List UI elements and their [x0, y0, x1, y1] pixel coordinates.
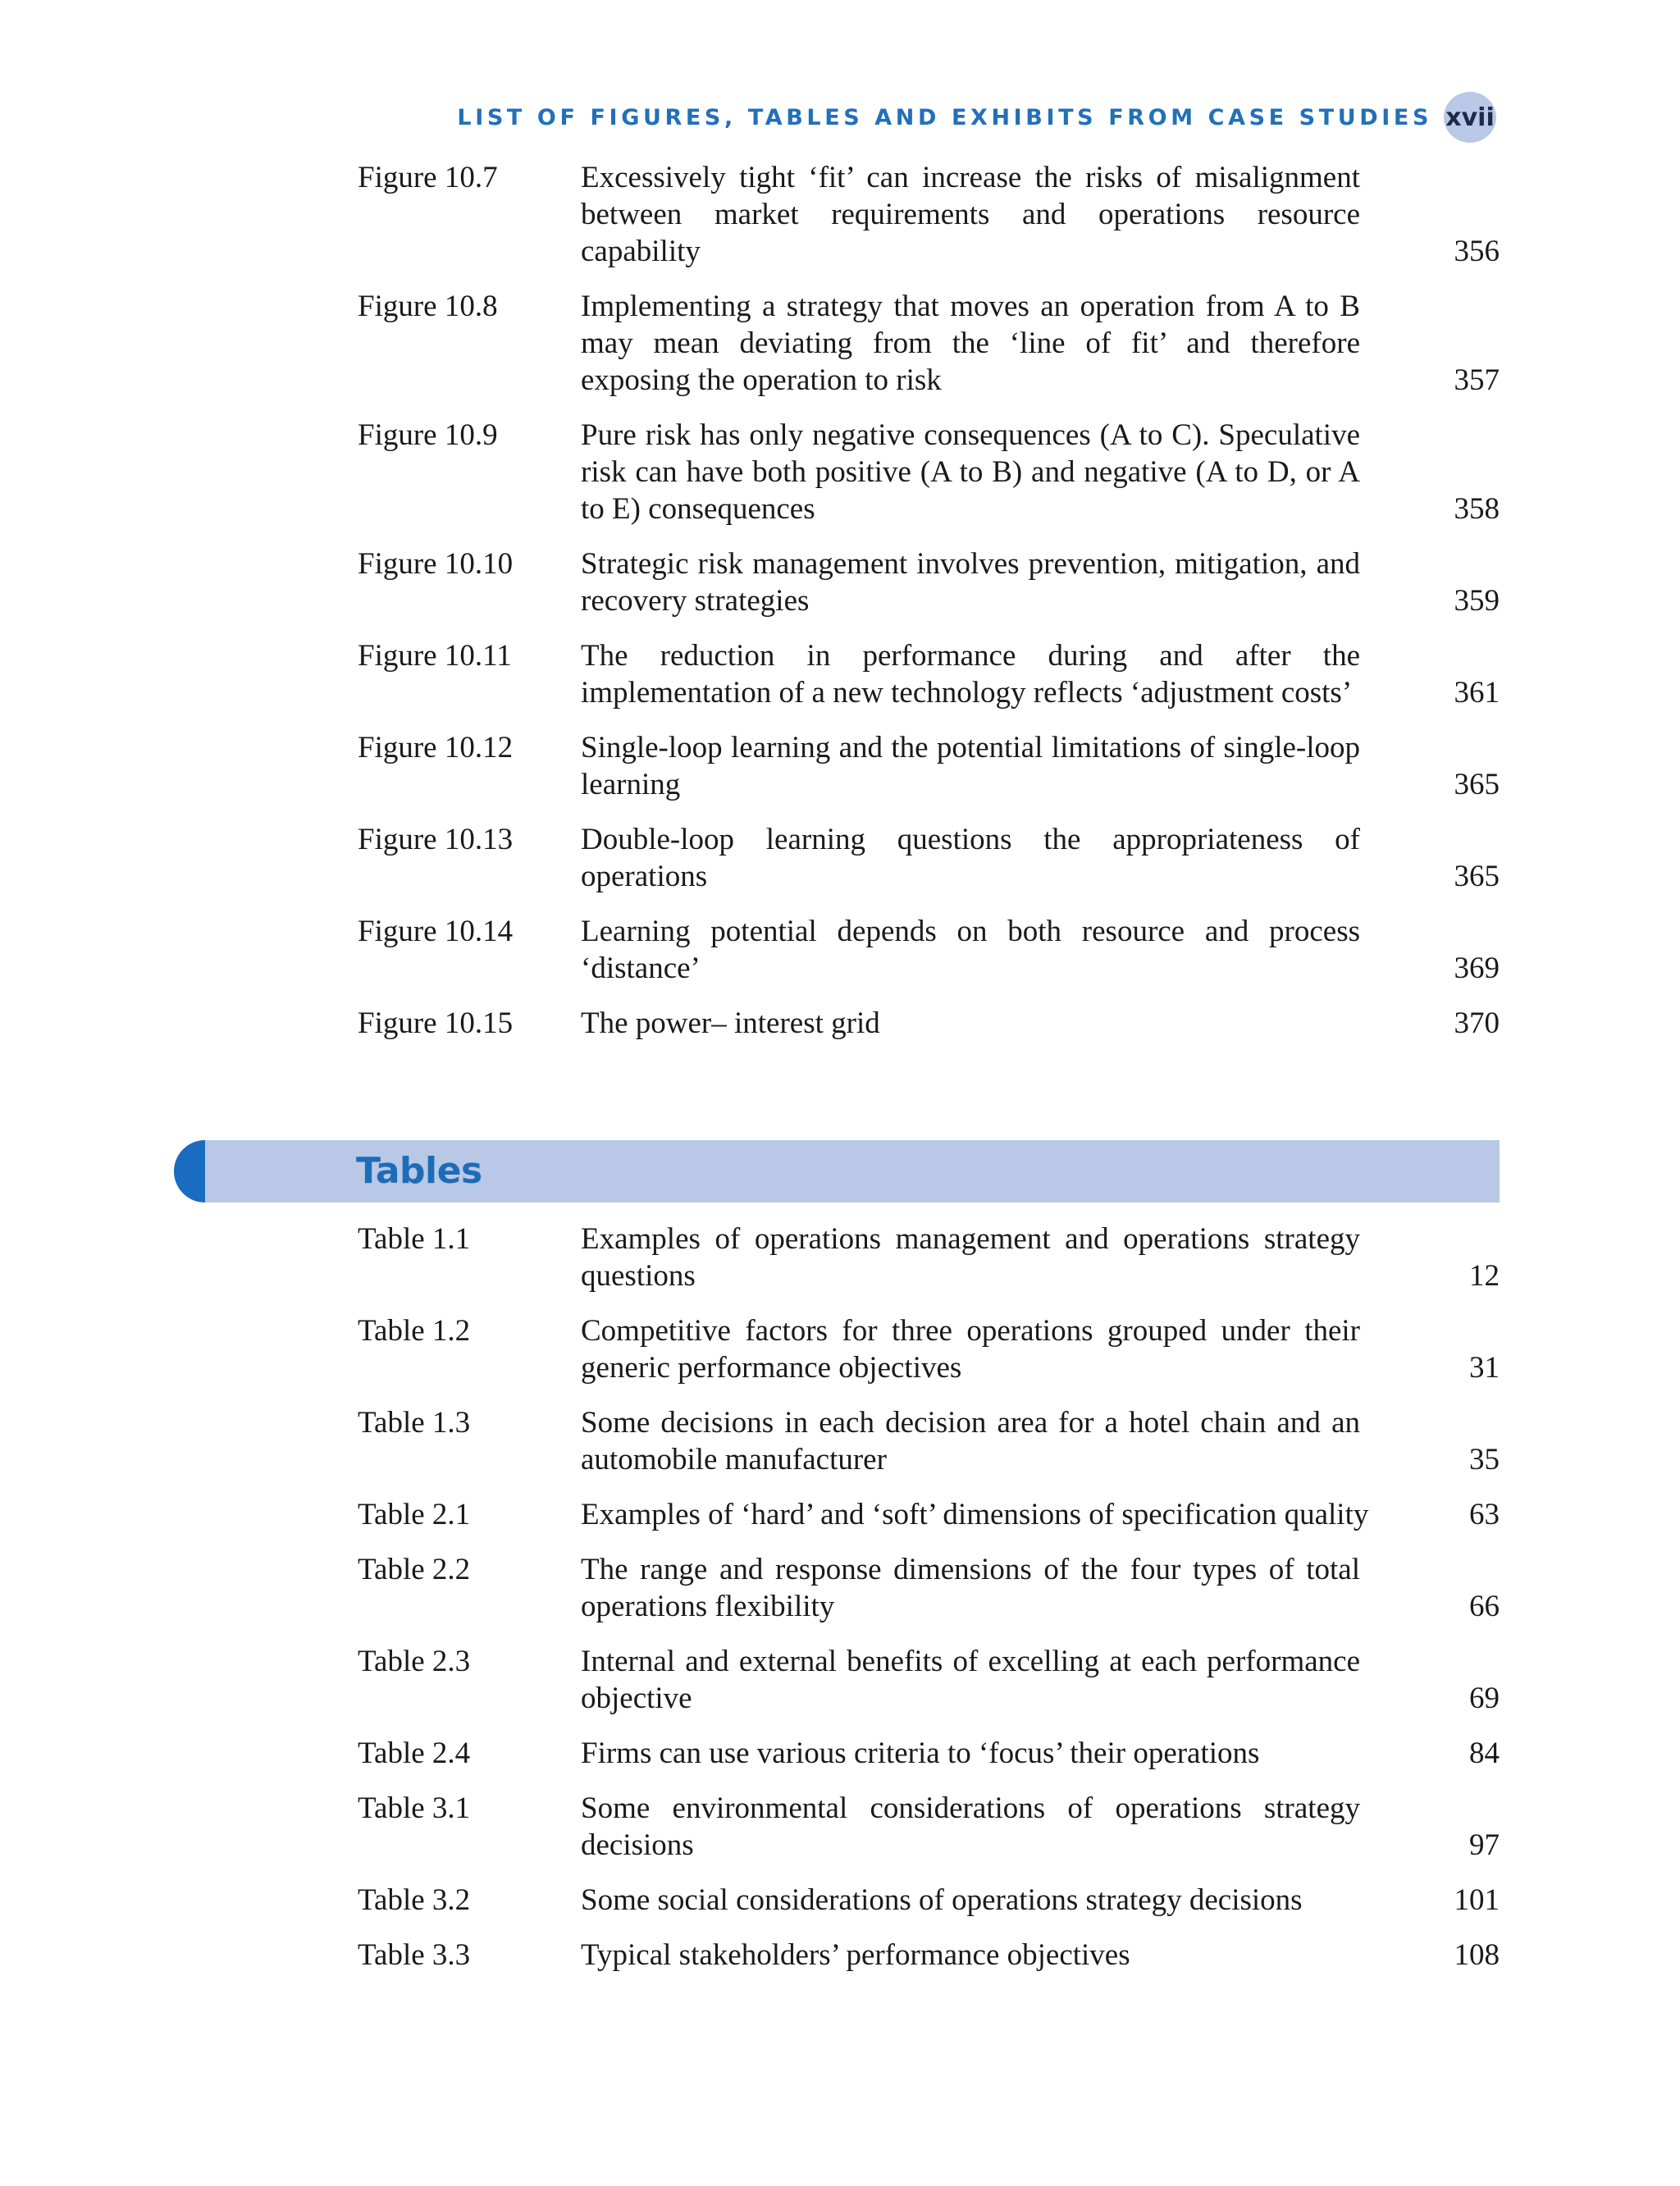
- entry-page-number: 101: [1454, 1883, 1500, 1917]
- entry-label: Figure 10.8: [358, 290, 498, 323]
- entry-title: Some social considerations of operations strategy decisions: [581, 1883, 1303, 1917]
- entry-page-number: 31: [1469, 1351, 1500, 1385]
- entry-page-number: 356: [1454, 235, 1500, 268]
- entry-label: Figure 10.12: [358, 731, 514, 764]
- list-item: [358, 159, 1500, 270]
- list-item: [358, 1221, 1500, 1294]
- entry-label: Table 3.3: [358, 1938, 471, 1972]
- entry-title: Firms can use various criteria to ‘focus’ their operations: [581, 1736, 1260, 1770]
- entry-title: Excessively tight ‘fit’ can increase the risks of misalignment between market requirements and operations resource capability: [581, 161, 1360, 268]
- entry-label: Figure 10.10: [358, 547, 514, 581]
- entry-page-number: 370: [1454, 1006, 1500, 1040]
- list-item: [358, 1735, 1500, 1772]
- entry-label: Figure 10.13: [358, 823, 514, 856]
- list-item: [358, 545, 1500, 619]
- list-item: [358, 1882, 1500, 1919]
- list-item: [358, 417, 1500, 527]
- list-item: [358, 1937, 1500, 1974]
- entry-title: The power– interest grid: [581, 1006, 880, 1040]
- entry-label: Figure 10.7: [358, 161, 498, 194]
- section-band-tab: [174, 1140, 205, 1203]
- entry-label: Table 1.1: [358, 1222, 471, 1256]
- figures-list: [358, 159, 1500, 1060]
- list-item: [358, 1496, 1500, 1533]
- entry-title: Examples of operations management and operations strategy questions: [581, 1222, 1360, 1293]
- entry-title: Competitive factors for three operations grouped under their generic performance objectives: [581, 1314, 1360, 1385]
- entry-page-number: 365: [1454, 768, 1500, 801]
- entry-page-number: 357: [1454, 363, 1500, 397]
- list-item: [358, 821, 1500, 895]
- list-item: [358, 1404, 1500, 1478]
- entry-title: Single-loop learning and the potential limitations of single-loop learning: [581, 731, 1360, 801]
- entry-page-number: 35: [1469, 1443, 1500, 1476]
- section-heading-tables: Tables: [356, 1150, 482, 1192]
- entry-page-number: 108: [1454, 1938, 1500, 1972]
- entry-title: Implementing a strategy that moves an operation from A to B may mean deviating from the ‘line of fit’ and therefore exposing the operation to risk: [581, 290, 1360, 397]
- entry-page-number: 66: [1469, 1590, 1500, 1623]
- entry-page-number: 69: [1469, 1682, 1500, 1715]
- entry-title: The reduction in performance during and after the implementation of a new technology reflects ‘adjustment costs’: [581, 639, 1360, 710]
- entry-title: Double-loop learning questions the appropriateness of operations: [581, 823, 1360, 893]
- entry-page-number: 365: [1454, 860, 1500, 893]
- tables-list: [358, 1221, 1500, 1992]
- entry-label: Table 3.2: [358, 1883, 471, 1917]
- entry-label: Table 2.3: [358, 1645, 471, 1678]
- list-item: [358, 637, 1500, 711]
- list-item: [358, 729, 1500, 803]
- entry-title: Some decisions in each decision area for a hotel chain and an automobile manufacturer: [581, 1406, 1360, 1476]
- entry-label: Table 2.1: [358, 1498, 471, 1531]
- entry-title: Internal and external benefits of excelling at each performance objective: [581, 1645, 1360, 1715]
- list-item: [358, 288, 1500, 399]
- entry-label: Figure 10.15: [358, 1006, 514, 1040]
- entry-title: Examples of ‘hard’ and ‘soft’ dimensions of specification quality: [581, 1498, 1369, 1531]
- entry-label: Table 1.3: [358, 1406, 471, 1440]
- entry-label: Table 3.1: [358, 1791, 471, 1825]
- entry-title: Some environmental considerations of operations strategy decisions: [581, 1791, 1360, 1862]
- list-item: [358, 1790, 1500, 1864]
- entry-page-number: 358: [1454, 492, 1500, 526]
- list-item: [358, 1312, 1500, 1386]
- list-item: [358, 1551, 1500, 1625]
- entry-page-number: 361: [1454, 676, 1500, 710]
- entry-label: Figure 10.11: [358, 639, 512, 673]
- running-header: [457, 92, 1496, 143]
- entry-page-number: 63: [1469, 1498, 1500, 1531]
- entry-label: Table 2.4: [358, 1736, 471, 1770]
- list-item: [358, 913, 1500, 987]
- entry-page-number: 97: [1469, 1828, 1500, 1862]
- page-number-badge: xvii: [1444, 92, 1496, 143]
- entry-title: Strategic risk management involves prevention, mitigation, and recovery strategies: [581, 547, 1360, 618]
- entry-title: The range and response dimensions of the four types of total operations flexibility: [581, 1553, 1360, 1623]
- list-item: [358, 1643, 1500, 1717]
- entry-page-number: 12: [1469, 1259, 1500, 1293]
- entry-label: Table 1.2: [358, 1314, 471, 1348]
- entry-title: Pure risk has only negative consequences (A to C). Speculative risk can have both positive (A to B) and negative (A to D, or A to E) consequences: [581, 418, 1360, 526]
- entry-page-number: 84: [1469, 1736, 1500, 1770]
- entry-label: Figure 10.14: [358, 915, 514, 948]
- entry-label: Table 2.2: [358, 1553, 471, 1586]
- running-title: LIST OF FIGURES, TABLES AND EXHIBITS FROM CASE STUDIES: [457, 104, 1432, 130]
- entry-page-number: 359: [1454, 584, 1500, 618]
- list-item: [358, 1005, 1500, 1042]
- entry-label: Figure 10.9: [358, 418, 498, 452]
- entry-page-number: 369: [1454, 952, 1500, 985]
- entry-title: Typical stakeholders’ performance objectives: [581, 1938, 1130, 1972]
- entry-title: Learning potential depends on both resource and process ‘distance’: [581, 915, 1360, 985]
